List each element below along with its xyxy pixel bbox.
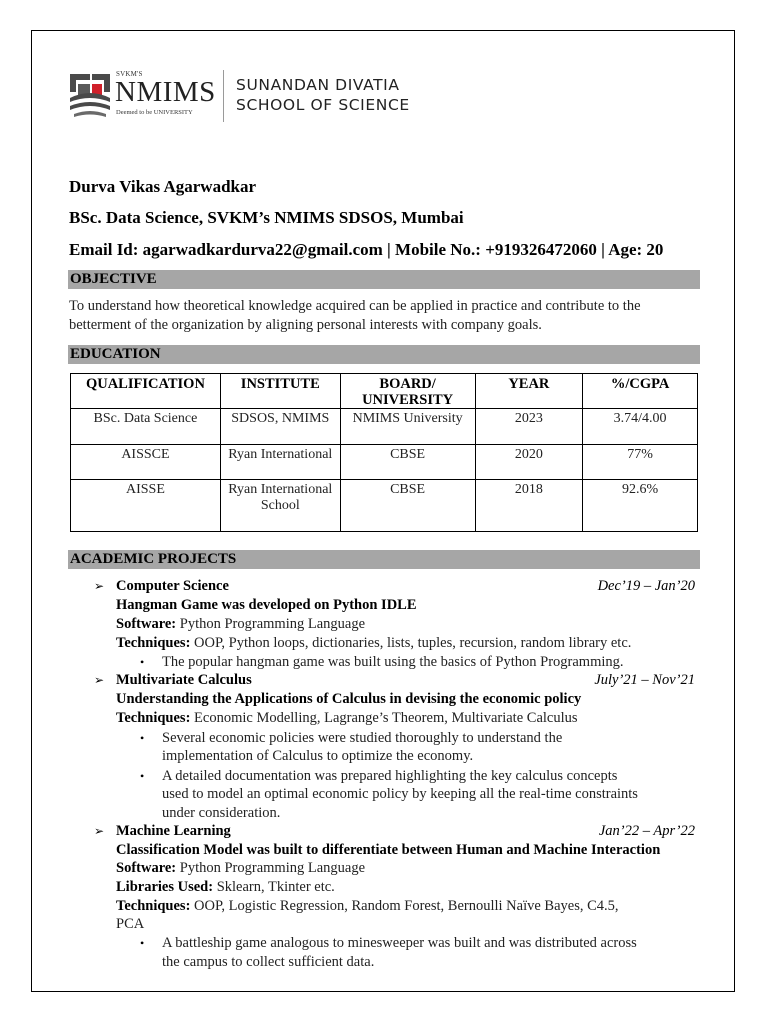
bullet-icon: • — [140, 769, 145, 783]
project-title-mc: Multivariate Calculus — [116, 672, 252, 688]
table-row — [71, 409, 698, 445]
education-table — [70, 373, 698, 532]
project-title-cs: Computer Science — [116, 578, 229, 594]
objective-heading: OBJECTIVE — [68, 270, 700, 289]
logo-svkms-text: SVKM'S — [116, 70, 143, 78]
nmims-logo — [68, 68, 413, 128]
cell-cgpa: 77% — [583, 445, 698, 480]
cell-board: CBSE — [340, 480, 475, 532]
objective-text: To understand how theoretical knowledge acquired can be applied in practice and contribute to the betterment of the organization by aligning personal interests with company goals. — [69, 298, 641, 333]
project-date-cs: Dec’19 – Jan’20 — [597, 578, 695, 594]
bullet-icon: • — [140, 731, 145, 745]
project-subtitle-mc: Understanding the Applications of Calculus in devising the economic policy — [116, 691, 582, 707]
cell-board: NMIMS University — [340, 409, 475, 445]
cell-cgpa: 92.6% — [583, 480, 698, 532]
project-detail-mc-2b: used to model an optimal economic policy by keeping all the real-time constraints — [162, 786, 638, 802]
arrow-bullet-icon: ➢ — [94, 579, 105, 593]
project-subtitle-cs: Hangman Game was developed on Python IDLE — [116, 597, 417, 613]
table-row — [71, 445, 698, 480]
project-title-ml: Machine Learning — [116, 823, 231, 839]
logo-separator — [223, 70, 224, 122]
nmims-emblem-icon — [68, 70, 112, 122]
project-detail-mc-2a: A detailed documentation was prepared highlighting the key calculus concepts — [162, 768, 618, 784]
education-header-row — [71, 374, 698, 409]
bullet-icon: • — [140, 655, 145, 669]
col-board: BOARD/ UNIVERSITY — [340, 374, 475, 409]
project-date-ml: Jan’22 – Apr’22 — [598, 823, 695, 839]
project-techniques-mc: Techniques: Economic Modelling, Lagrange’s Theorem, Multivariate Calculus — [116, 710, 578, 726]
cell-institute: Ryan International — [220, 445, 340, 480]
project-detail-mc-1b: implementation of Calculus to optimize the economy. — [162, 748, 474, 764]
cell-year: 2020 — [475, 445, 583, 480]
project-software-cs: Software: Python Programming Language — [116, 616, 366, 632]
logo-deemed-text: Deemed to be UNIVERSITY — [116, 109, 193, 116]
candidate-degree: BSc. Data Science, SVKM’s NMIMS SDSOS, Mumbai — [69, 208, 464, 227]
col-cgpa: %/CGPA — [583, 374, 698, 409]
col-year: YEAR — [475, 374, 583, 409]
logo-nmims-text: NMIMS — [115, 76, 216, 108]
cell-qualification: AISSCE — [71, 445, 221, 480]
cell-cgpa: 3.74/4.00 — [583, 409, 698, 445]
education-heading: EDUCATION — [68, 345, 700, 364]
project-detail-ml-1b: the campus to collect sufficient data. — [162, 954, 375, 970]
table-row — [71, 480, 698, 532]
candidate-contact: Email Id: agarwadkardurva22@gmail.com | Mobile No.: +919326472060 | Age: 20 — [69, 240, 664, 259]
cell-year: 2018 — [475, 480, 583, 532]
project-techniques-ml: Techniques: OOP, Logistic Regression, Random Forest, Bernoulli Naïve Bayes, C4.5, — [116, 898, 619, 914]
cell-institute: Ryan International School — [220, 480, 340, 532]
project-libraries-ml: Libraries Used: Sklearn, Tkinter etc. — [116, 879, 335, 895]
cell-board: CBSE — [340, 445, 475, 480]
project-detail-mc-1a: Several economic policies were studied thoroughly to understand the — [162, 730, 563, 746]
school-name-line1: SUNANDAN DIVATIA — [236, 76, 400, 94]
project-detail-cs: The popular hangman game was built using the basics of Python Programming. — [162, 654, 624, 670]
col-qualification: QUALIFICATION — [71, 374, 221, 409]
school-name-line2: SCHOOL OF SCIENCE — [236, 96, 410, 114]
project-subtitle-ml: Classification Model was built to differentiate between Human and Machine Interaction — [116, 842, 661, 858]
project-date-mc: July’21 – Nov’21 — [594, 672, 695, 688]
project-detail-mc-2c: under consideration. — [162, 805, 281, 821]
cell-year: 2023 — [475, 409, 583, 445]
candidate-name: Durva Vikas Agarwadkar — [69, 177, 257, 196]
arrow-bullet-icon: ➢ — [94, 673, 105, 687]
cell-qualification: BSc. Data Science — [71, 409, 221, 445]
project-software-ml: Software: Python Programming Language — [116, 860, 366, 876]
col-institute: INSTITUTE — [220, 374, 340, 409]
bullet-icon: • — [140, 936, 145, 950]
cell-institute: SDSOS, NMIMS — [220, 409, 340, 445]
project-techniques-ml-cont: PCA — [116, 916, 145, 932]
projects-heading: ACADEMIC PROJECTS — [68, 550, 700, 569]
project-detail-ml-1a: A battleship game analogous to minesweeper was built and was distributed across — [162, 935, 637, 951]
arrow-bullet-icon: ➢ — [94, 824, 105, 838]
cell-qualification: AISSE — [71, 480, 221, 532]
project-techniques-cs: Techniques: OOP, Python loops, dictionaries, lists, tuples, recursion, random library etc. — [116, 635, 632, 651]
